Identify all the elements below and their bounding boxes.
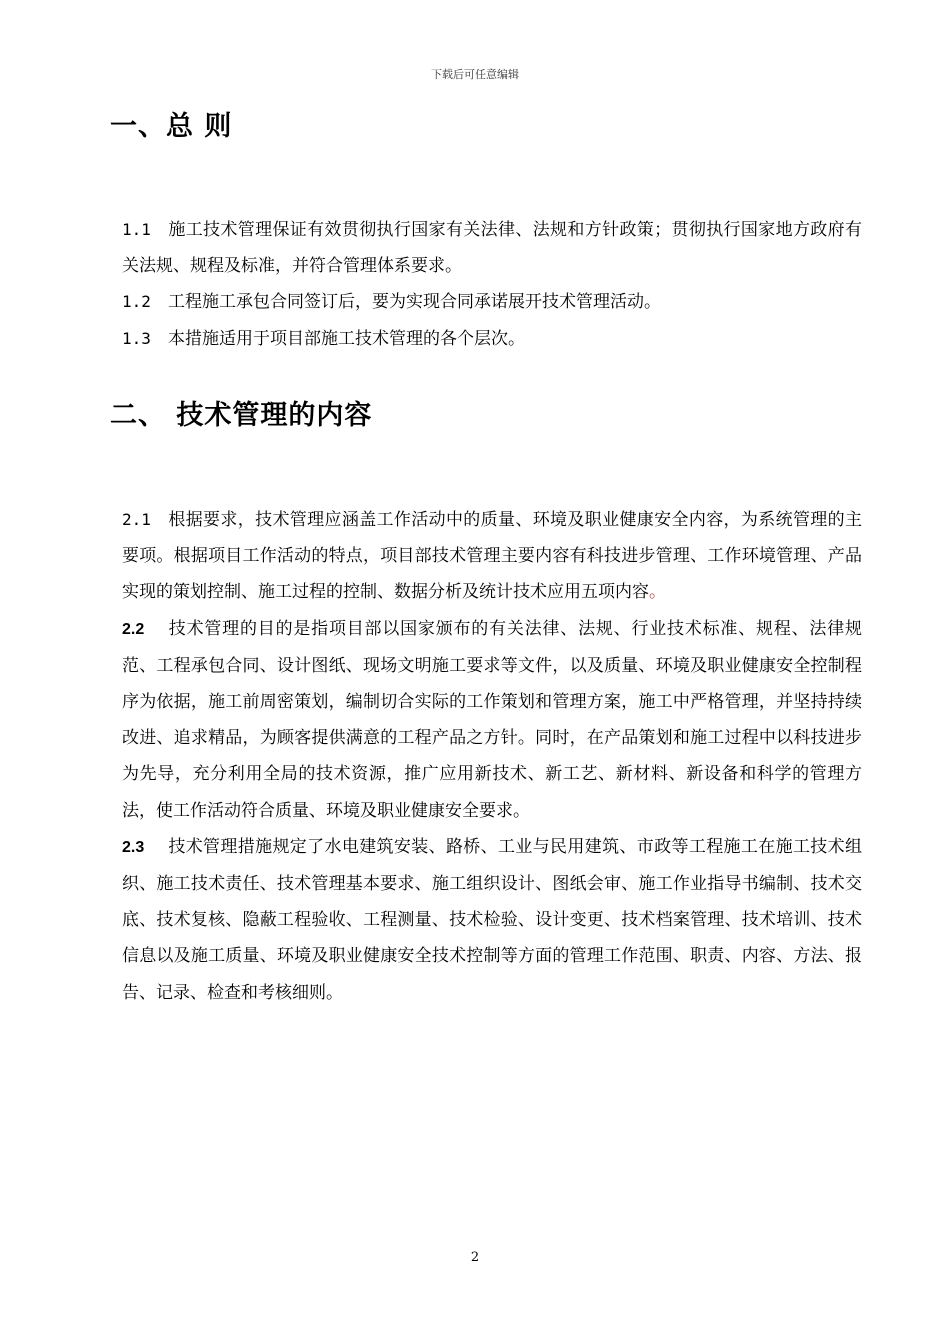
paragraph-end-mark: 。 (649, 582, 666, 603)
paragraph-number: 2.2 (122, 620, 145, 638)
paragraph-text: 根据要求，技术管理应涵盖工作活动中的质量、环境及职业健康安全内容，为系统管理的主要项。根据项目工作活动的特点，项目部技术管理主要内容有科技进步管理、工作环境管理、产品实现的策划控制、施工过程的控制、数据分析及统计技术应用五项内容 (122, 510, 862, 603)
paragraph-text: 技术管理措施规定了水电建筑安装、路桥、工业与民用建筑、市政等工程施工在施工技术组织、施工技术责任、技术管理基本要求、施工组织设计、图纸会审、施工作业指导书编制、技术交底、技术复核、隐蔽工程验收、工程测量、技术检验、设计变更、技术档案管理、技术培训、技术信息以及施工质量、环境及职业健康安全技术控制等方面的管理工作范围、职责、内容、方法、报告、记录、检查和考核细则。 (122, 836, 862, 1003)
paragraph-number: 1.2 (122, 292, 151, 311)
paragraph-1-3 (122, 321, 862, 358)
paragraph-text: 工程施工承包合同签订后，要为实现合同承诺展开技术管理活动。 (168, 292, 661, 312)
section-2-title: 二、 技术管理的内容 (110, 400, 373, 431)
paragraph-text: 技术管理的目的是指项目部以国家颁布的有关法律、法规、行业技术标准、规程、法律规范、工程承包合同、设计图纸、现场文明施工要求等文件，以及质量、环境及职业健康安全控制程序为依据，施工前周密策划，编制切合实际的工作策划和管理方案，施工中严格管理，并坚持持续改进、追求精品，为顾客提供满意的工程产品之方针。同时，在产品策划和施工过程中以科技进步为先导，充分利用全局的技术资源，推广应用新技术、新工艺、新材料、新设备和科学的管理方法，使工作活动符合质量、环境及职业健康安全要求。 (122, 618, 862, 821)
paragraph-2-3 (122, 829, 862, 1011)
paragraph-number: 1.1 (122, 220, 151, 239)
header-note: 下载后可任意编辑 (431, 68, 519, 81)
section-1-body (122, 212, 862, 357)
paragraph-text: 本措施适用于项目部施工技术管理的各个层次。 (168, 328, 525, 349)
paragraph-2-2 (122, 611, 862, 829)
paragraph-number: 2.1 (122, 510, 151, 529)
section-2-body (122, 502, 862, 1011)
paragraph-text: 施工技术管理保证有效贯彻执行国家有关法律、法规和方针政策；贯彻执行国家地方政府有关法规、规程及标准，并符合管理体系要求。 (122, 220, 862, 276)
paragraph-1-1 (122, 212, 862, 284)
paragraph-1-2 (122, 284, 862, 321)
page-number: 2 (470, 1250, 480, 1265)
paragraph-number: 1.3 (122, 328, 151, 348)
paragraph-2-1 (122, 502, 862, 611)
paragraph-number: 2.3 (122, 838, 145, 856)
section-1-title: 一、总 则 (110, 111, 233, 142)
